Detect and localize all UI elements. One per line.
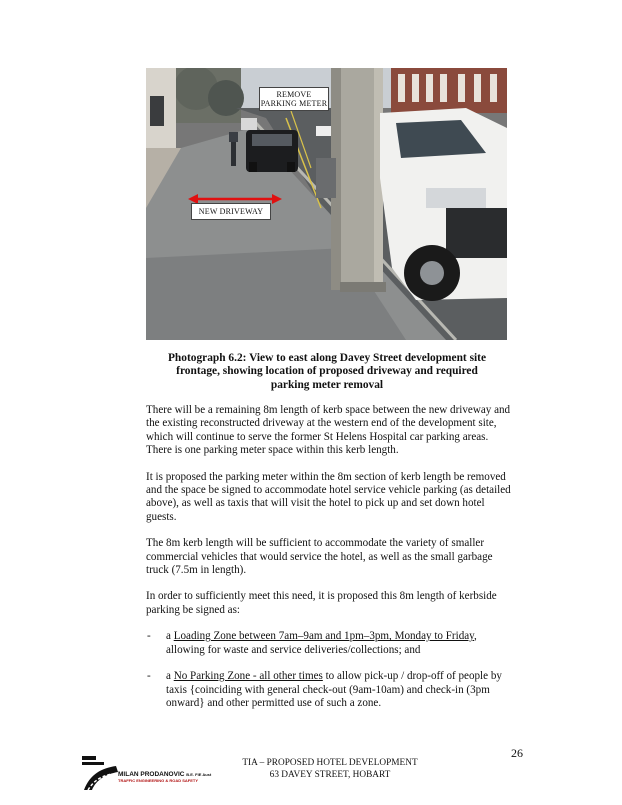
list-item-no-parking-zone [146, 670, 512, 710]
body-text [146, 404, 512, 723]
road-logo-icon [80, 752, 120, 792]
loading-zone-underlined: Loading Zone between 7am–9am and 1pm–3pm, Monday to Friday [173, 630, 474, 643]
no-parking-zone-underlined: No Parking Zone - all other times [173, 670, 323, 683]
signage-list [146, 630, 512, 710]
paragraph-kerb-length: The 8m kerb length will be sufficient to accommodate the variety of smaller commercial vehicles that would service the hotel, as well as the small garbage truck (7.5m in length). [146, 537, 493, 577]
list-prefix: a [166, 670, 174, 683]
page-number: 26 [511, 746, 523, 760]
remove-parking-meter-label: REMOVE PARKING METER [259, 87, 329, 111]
list-dash: - [147, 630, 151, 643]
caption-line-2: frontage, showing location of proposed driveway and required [176, 365, 478, 378]
paragraph-meter-removal: It is proposed the parking meter within the 8m section of kerb length be removed and the space be signed to accommodate hotel service vehicle parking (as detailed above), as well as taxis that will visit the hotel to pick up and set down hotel guests. [146, 470, 511, 523]
list-dash: - [147, 670, 151, 683]
list-prefix: a [166, 630, 174, 643]
list-item-loading-zone [146, 630, 512, 657]
caption-line-3: parking meter removal [270, 378, 384, 391]
photograph-caption [155, 352, 499, 392]
new-driveway-label: NEW DRIVEWAY [191, 203, 271, 220]
paragraph-signage-intro: In order to sufficiently meet this need, it is proposed this 8m length of kerbside parking be signed as: [146, 590, 497, 616]
loading-zone-rest: , allowing for waste and service deliveries/collections; and [166, 630, 477, 656]
footer-line-1: TIA – PROPOSED HOTEL DEVELOPMENT [242, 758, 418, 768]
logo-brand-name: MILAN PRODANOVIC B.E. FIE Aust [118, 771, 212, 778]
street-photograph [146, 68, 507, 340]
company-logo [80, 752, 220, 792]
paragraph-remaining-kerb: There will be a remaining 8m length of kerb space between the new driveway and the existing reconstructed driveway at the western end of the development site, which will continue to serve the former St Helens Hospital car parking areas. There is one parking meter space within this kerb length. [146, 404, 511, 457]
no-parking-zone-rest: to allow pick-up / drop-off of people by taxis {coinciding with general check-out (9am-10am) and check-in (3pm onward} and other permitted use of such a zone. [166, 670, 502, 709]
page-footer [220, 758, 440, 781]
footer-line-2: 63 DAVEY STREET, HOBART [269, 769, 391, 780]
logo-tagline: TRAFFIC ENGINEERING & ROAD SAFETY [118, 778, 199, 783]
caption-line-1: Photograph 6.2: View to east along Davey Street development site [167, 352, 487, 364]
